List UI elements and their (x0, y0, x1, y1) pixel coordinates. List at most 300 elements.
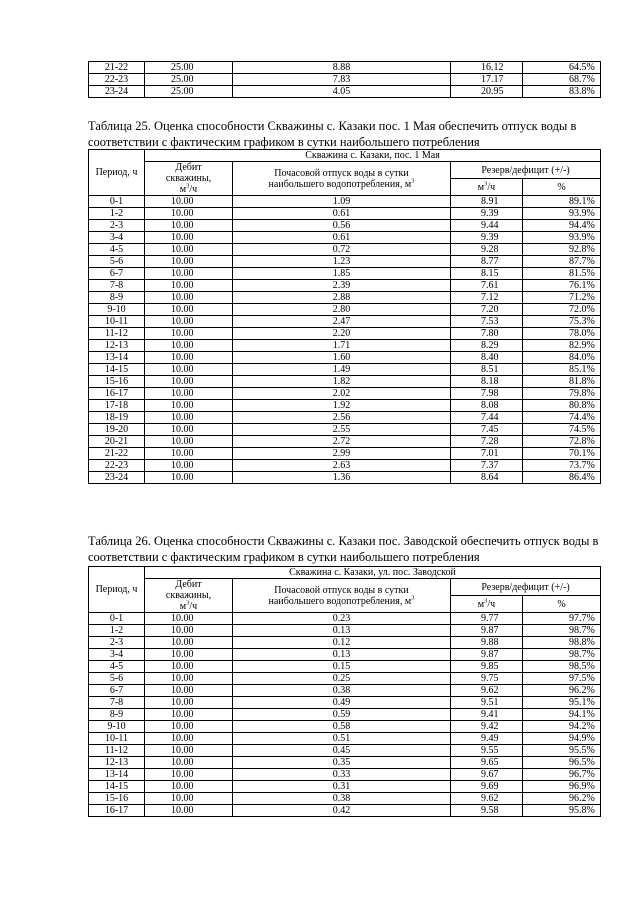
hourly-supply-cell: 0.72 (233, 244, 451, 256)
period-cell: 1-2 (89, 625, 145, 637)
table-row (89, 412, 601, 424)
reserve-m3h-cell: 9.62 (451, 685, 523, 697)
period-cell: 3-4 (89, 649, 145, 661)
reserve-pct-cell: 96.2% (523, 793, 601, 805)
table-row (89, 448, 601, 460)
debit-cell: 10.00 (145, 388, 233, 400)
reserve-m3h-cell: 9.87 (451, 649, 523, 661)
debit-cell: 10.00 (145, 472, 233, 484)
well-group-header: Скважина с. Казаки, пос. 1 Мая (145, 150, 601, 162)
hourly-header-line2: наибольшего водопотребления, м (268, 178, 412, 190)
reserve-pct-cell: 75.3% (523, 316, 601, 328)
reserve-pct-cell: 95.1% (523, 697, 601, 709)
reserve-pct-cell: 81.8% (523, 376, 601, 388)
hourly-supply-cell: 0.58 (233, 721, 451, 733)
reserve-pct-cell: 92.8% (523, 244, 601, 256)
hourly-header-sup: 3 (411, 594, 415, 602)
hourly-header-line1: Почасовой отпуск воды в сутки (274, 584, 409, 596)
reserve-m3h-cell: 7.28 (451, 436, 523, 448)
reserve-m3h-cell: 9.39 (451, 232, 523, 244)
period-cell: 11-12 (89, 328, 145, 340)
debit-cell: 10.00 (145, 733, 233, 745)
table-row (89, 62, 601, 74)
hourly-supply-cell: 2.55 (233, 424, 451, 436)
hourly-supply-cell: 0.51 (233, 733, 451, 745)
period-cell: 23-24 (89, 472, 145, 484)
unit-m3h-sup: 3 (484, 597, 488, 605)
reserve-pct-cell: 98.5% (523, 661, 601, 673)
reserve-pct-cell: 97.7% (523, 613, 601, 625)
hourly-supply-cell: 0.38 (233, 793, 451, 805)
debit-cell: 10.00 (145, 805, 233, 817)
table-row (89, 649, 601, 661)
hourly-supply-cell: 1.09 (233, 196, 451, 208)
table-row (89, 424, 601, 436)
debit-cell: 10.00 (145, 208, 233, 220)
reserve-m3h-cell: 8.08 (451, 400, 523, 412)
reserve-pct-cell: 80.8% (523, 400, 601, 412)
period-cell: 14-15 (89, 781, 145, 793)
reserve-pct-cell: 94.1% (523, 709, 601, 721)
debit-cell: 10.00 (145, 280, 233, 292)
debit-cell: 10.00 (145, 613, 233, 625)
hourly-supply-cell: 0.38 (233, 685, 451, 697)
table-row (89, 685, 601, 697)
period-cell: 16-17 (89, 805, 145, 817)
reserve-m3h-cell: 9.67 (451, 769, 523, 781)
table-row (89, 697, 601, 709)
table-row (89, 781, 601, 793)
period-cell: 19-20 (89, 424, 145, 436)
debit-cell: 10.00 (145, 781, 233, 793)
debit-cell: 10.00 (145, 757, 233, 769)
reserve-pct-cell: 93.9% (523, 232, 601, 244)
hourly-supply-cell: 1.36 (233, 472, 451, 484)
reserve-pct-cell: 98.7% (523, 649, 601, 661)
table-row (89, 340, 601, 352)
period-cell: 12-13 (89, 757, 145, 769)
table25-caption: Таблица 25. Оценка способности Скважины с. Казаки пос. 1 Мая обеспечить отпуск воды в соответствии с фактическим графиком в сутки наибольшего потребления (88, 119, 577, 149)
reserve-m3h-cell: 9.65 (451, 757, 523, 769)
hourly-supply-cell: 1.71 (233, 340, 451, 352)
table-row (89, 472, 601, 484)
table-row (89, 86, 601, 98)
table25-body (89, 196, 601, 484)
debit-cell: 10.00 (145, 685, 233, 697)
period-cell: 23-24 (89, 86, 145, 98)
table-row (89, 436, 601, 448)
hourly-supply-cell: 0.13 (233, 649, 451, 661)
table-row (89, 268, 601, 280)
hourly-supply-cell: 2.88 (233, 292, 451, 304)
period-cell: 15-16 (89, 376, 145, 388)
period-cell: 14-15 (89, 364, 145, 376)
table26-caption: Таблица 26. Оценка способности Скважины с. Казаки пос. Заводской обеспечить отпуск воды в соответствии с фактическим графиком в сутки наибольшего потребления (88, 534, 599, 564)
reserve-pct-cell: 97.5% (523, 673, 601, 685)
table-row (89, 709, 601, 721)
reserve-m3h-cell: 9.62 (451, 793, 523, 805)
reserve-m3h-cell: 7.45 (451, 424, 523, 436)
hourly-supply-cell: 0.42 (233, 805, 451, 817)
debit-unit-sup: 3 (186, 182, 190, 190)
table-row (89, 460, 601, 472)
unit-m3h-sup: 3 (484, 180, 488, 188)
period-cell: 1-2 (89, 208, 145, 220)
debit-unit: м (179, 184, 187, 195)
reserve-m3h-cell: 9.85 (451, 661, 523, 673)
reserve-m3h-cell: 9.28 (451, 244, 523, 256)
table-row (89, 733, 601, 745)
reserve-header: Резерв/дефицит (+/-) (451, 162, 601, 179)
reserve-m3h-cell: 7.98 (451, 388, 523, 400)
table-continuation (88, 61, 601, 98)
debit-unit-tail: /ч (189, 184, 198, 195)
period-cell: 22-23 (89, 74, 145, 86)
reserve-m3h-cell: 8.51 (451, 364, 523, 376)
period-cell: 4-5 (89, 661, 145, 673)
reserve-pct-cell: 95.8% (523, 805, 601, 817)
debit-cell: 10.00 (145, 424, 233, 436)
period-cell: 8-9 (89, 709, 145, 721)
table26 (88, 566, 601, 817)
hourly-header (233, 579, 451, 613)
period-cell: 7-8 (89, 697, 145, 709)
hourly-supply-cell: 0.35 (233, 757, 451, 769)
debit-unit: м (179, 601, 187, 612)
hourly-supply-cell: 2.39 (233, 280, 451, 292)
reserve-m3h-cell: 7.20 (451, 304, 523, 316)
table-row (89, 328, 601, 340)
reserve-header: Резерв/дефицит (+/-) (451, 579, 601, 596)
hourly-header-line1: Почасовой отпуск воды в сутки (274, 167, 409, 179)
reserve-pct-cell: 84.0% (523, 352, 601, 364)
reserve-m3h-cell: 7.12 (451, 292, 523, 304)
hourly-supply-cell: 0.61 (233, 208, 451, 220)
hourly-supply-cell: 2.99 (233, 448, 451, 460)
reserve-pct-cell: 74.5% (523, 424, 601, 436)
period-cell: 15-16 (89, 793, 145, 805)
table-row (89, 244, 601, 256)
table-row (89, 400, 601, 412)
reserve-pct-cell: 82.9% (523, 340, 601, 352)
reserve-pct-cell: 85.1% (523, 364, 601, 376)
reserve-m3h-cell: 9.42 (451, 721, 523, 733)
table-row (89, 364, 601, 376)
reserve-pct-cell: 98.8% (523, 637, 601, 649)
debit-cell: 10.00 (145, 661, 233, 673)
period-cell: 10-11 (89, 316, 145, 328)
period-cell: 3-4 (89, 232, 145, 244)
period-cell: 20-21 (89, 436, 145, 448)
reserve-pct-cell: 94.4% (523, 220, 601, 232)
table-row (89, 757, 601, 769)
reserve-pct-cell: 93.9% (523, 208, 601, 220)
reserve-pct-cell: 68.7% (523, 74, 601, 86)
debit-cell: 10.00 (145, 352, 233, 364)
reserve-pct-cell: 79.8% (523, 388, 601, 400)
reserve-pct-cell: 72.0% (523, 304, 601, 316)
table-row (89, 74, 601, 86)
reserve-m3h-cell: 8.40 (451, 352, 523, 364)
table-row (89, 613, 601, 625)
reserve-m3h-cell: 9.58 (451, 805, 523, 817)
unit-m3h-tail: /ч (487, 598, 496, 610)
debit-cell: 10.00 (145, 304, 233, 316)
hourly-supply-cell: 1.82 (233, 376, 451, 388)
debit-cell: 10.00 (145, 448, 233, 460)
debit-header (145, 162, 233, 196)
period-cell: 5-6 (89, 673, 145, 685)
debit-cell: 10.00 (145, 412, 233, 424)
table-row (89, 805, 601, 817)
reserve-pct-cell: 96.7% (523, 769, 601, 781)
reserve-m3h-cell: 7.53 (451, 316, 523, 328)
reserve-pct-cell: 94.9% (523, 733, 601, 745)
reserve-pct-cell: 78.0% (523, 328, 601, 340)
period-cell: 21-22 (89, 448, 145, 460)
reserve-m3h-cell: 9.51 (451, 697, 523, 709)
debit-cell: 10.00 (145, 673, 233, 685)
period-cell: 6-7 (89, 268, 145, 280)
reserve-m3h-cell: 9.55 (451, 745, 523, 757)
debit-header-line1: Дебит (175, 162, 202, 173)
reserve-pct-cell: 81.5% (523, 268, 601, 280)
unit-m3h: м (477, 181, 485, 193)
reserve-m3h-cell: 8.15 (451, 268, 523, 280)
table-row (89, 721, 601, 733)
unit-pct-header: % (523, 596, 601, 613)
debit-cell: 10.00 (145, 436, 233, 448)
table-continuation-body (89, 62, 601, 98)
reserve-m3h-cell: 20.95 (451, 86, 523, 98)
hourly-supply-cell: 0.33 (233, 769, 451, 781)
period-cell: 21-22 (89, 62, 145, 74)
debit-cell: 10.00 (145, 769, 233, 781)
unit-pct-header: % (523, 179, 601, 196)
hourly-supply-cell: 0.12 (233, 637, 451, 649)
hourly-header (233, 162, 451, 196)
reserve-m3h-cell: 8.77 (451, 256, 523, 268)
period-cell: 0-1 (89, 613, 145, 625)
period-cell: 22-23 (89, 460, 145, 472)
debit-cell: 10.00 (145, 244, 233, 256)
debit-cell: 25.00 (145, 74, 233, 86)
table-row (89, 280, 601, 292)
period-cell: 13-14 (89, 352, 145, 364)
table-row (89, 769, 601, 781)
hourly-supply-cell: 2.02 (233, 388, 451, 400)
hourly-supply-cell: 7.83 (233, 74, 451, 86)
reserve-pct-cell: 95.5% (523, 745, 601, 757)
table25-header (89, 150, 601, 196)
reserve-pct-cell: 72.8% (523, 436, 601, 448)
reserve-pct-cell: 96.2% (523, 685, 601, 697)
unit-m3h: м (477, 598, 485, 610)
reserve-m3h-cell: 9.75 (451, 673, 523, 685)
debit-cell: 10.00 (145, 196, 233, 208)
reserve-pct-cell: 76.1% (523, 280, 601, 292)
debit-cell: 10.00 (145, 268, 233, 280)
period-cell: 2-3 (89, 637, 145, 649)
reserve-m3h-cell: 8.18 (451, 376, 523, 388)
reserve-m3h-cell: 16.12 (451, 62, 523, 74)
debit-cell: 10.00 (145, 292, 233, 304)
period-cell: 18-19 (89, 412, 145, 424)
debit-header-line1: Дебит (175, 579, 202, 590)
reserve-m3h-cell: 8.29 (451, 340, 523, 352)
period-cell: 2-3 (89, 220, 145, 232)
table-row (89, 208, 601, 220)
reserve-m3h-cell: 7.61 (451, 280, 523, 292)
reserve-pct-cell: 94.2% (523, 721, 601, 733)
table-row (89, 625, 601, 637)
debit-header (145, 579, 233, 613)
debit-cell: 25.00 (145, 62, 233, 74)
table-row (89, 220, 601, 232)
hourly-supply-cell: 0.45 (233, 745, 451, 757)
table-row (89, 661, 601, 673)
hourly-supply-cell: 0.56 (233, 220, 451, 232)
period-cell: 12-13 (89, 340, 145, 352)
debit-header-line2: скважины, (165, 173, 212, 184)
reserve-m3h-cell: 7.01 (451, 448, 523, 460)
period-cell: 11-12 (89, 745, 145, 757)
debit-cell: 10.00 (145, 649, 233, 661)
reserve-pct-cell: 73.7% (523, 460, 601, 472)
hourly-supply-cell: 0.61 (233, 232, 451, 244)
debit-cell: 10.00 (145, 340, 233, 352)
table-row (89, 256, 601, 268)
reserve-pct-cell: 89.1% (523, 196, 601, 208)
table-row (89, 352, 601, 364)
debit-unit-sup: 3 (186, 599, 190, 607)
hourly-supply-cell: 0.25 (233, 673, 451, 685)
reserve-m3h-cell: 7.44 (451, 412, 523, 424)
table25 (88, 149, 601, 484)
reserve-m3h-cell: 9.44 (451, 220, 523, 232)
hourly-supply-cell: 0.49 (233, 697, 451, 709)
hourly-supply-cell: 4.05 (233, 86, 451, 98)
period-cell: 0-1 (89, 196, 145, 208)
period-cell: 9-10 (89, 304, 145, 316)
hourly-supply-cell: 2.20 (233, 328, 451, 340)
hourly-supply-cell: 0.13 (233, 625, 451, 637)
hourly-supply-cell: 2.47 (233, 316, 451, 328)
debit-cell: 10.00 (145, 721, 233, 733)
reserve-m3h-cell: 9.69 (451, 781, 523, 793)
reserve-m3h-cell: 17.17 (451, 74, 523, 86)
hourly-supply-cell: 2.56 (233, 412, 451, 424)
period-cell: 7-8 (89, 280, 145, 292)
hourly-header-sup: 3 (411, 177, 415, 185)
reserve-m3h-cell: 7.80 (451, 328, 523, 340)
debit-cell: 10.00 (145, 220, 233, 232)
hourly-supply-cell: 1.23 (233, 256, 451, 268)
hourly-supply-cell: 2.72 (233, 436, 451, 448)
reserve-pct-cell: 86.4% (523, 472, 601, 484)
table-row (89, 304, 601, 316)
reserve-m3h-cell: 9.77 (451, 613, 523, 625)
reserve-m3h-cell: 8.64 (451, 472, 523, 484)
table26-body (89, 613, 601, 817)
hourly-header-line2: наибольшего водопотребления, м (268, 595, 412, 607)
reserve-pct-cell: 83.8% (523, 86, 601, 98)
reserve-pct-cell: 98.7% (523, 625, 601, 637)
table-row (89, 292, 601, 304)
hourly-supply-cell: 0.23 (233, 613, 451, 625)
hourly-supply-cell: 0.15 (233, 661, 451, 673)
debit-cell: 25.00 (145, 86, 233, 98)
reserve-m3h-cell: 9.39 (451, 208, 523, 220)
period-header: Период, ч (89, 150, 145, 196)
period-header: Период, ч (89, 567, 145, 613)
unit-m3h-tail: /ч (487, 181, 496, 193)
debit-cell: 10.00 (145, 793, 233, 805)
hourly-supply-cell: 0.31 (233, 781, 451, 793)
reserve-pct-cell: 70.1% (523, 448, 601, 460)
debit-header-line2: скважины, (165, 590, 212, 601)
debit-cell: 10.00 (145, 232, 233, 244)
table-row (89, 388, 601, 400)
reserve-m3h-cell: 9.41 (451, 709, 523, 721)
hourly-supply-cell: 1.92 (233, 400, 451, 412)
table-row (89, 637, 601, 649)
debit-cell: 10.00 (145, 460, 233, 472)
debit-cell: 10.00 (145, 745, 233, 757)
debit-cell: 10.00 (145, 709, 233, 721)
hourly-supply-cell: 1.85 (233, 268, 451, 280)
debit-cell: 10.00 (145, 328, 233, 340)
reserve-pct-cell: 96.9% (523, 781, 601, 793)
period-cell: 10-11 (89, 733, 145, 745)
table26-header (89, 567, 601, 613)
unit-m3h-header (451, 596, 523, 613)
table-row (89, 232, 601, 244)
table-row (89, 745, 601, 757)
debit-cell: 10.00 (145, 400, 233, 412)
hourly-supply-cell: 2.63 (233, 460, 451, 472)
reserve-pct-cell: 87.7% (523, 256, 601, 268)
hourly-supply-cell: 1.60 (233, 352, 451, 364)
period-cell: 16-17 (89, 388, 145, 400)
debit-cell: 10.00 (145, 697, 233, 709)
reserve-pct-cell: 71.2% (523, 292, 601, 304)
period-cell: 9-10 (89, 721, 145, 733)
hourly-supply-cell: 1.49 (233, 364, 451, 376)
reserve-pct-cell: 96.5% (523, 757, 601, 769)
debit-cell: 10.00 (145, 364, 233, 376)
table-row (89, 316, 601, 328)
hourly-supply-cell: 2.80 (233, 304, 451, 316)
table-row (89, 673, 601, 685)
reserve-m3h-cell: 9.87 (451, 625, 523, 637)
reserve-pct-cell: 74.4% (523, 412, 601, 424)
debit-cell: 10.00 (145, 256, 233, 268)
reserve-m3h-cell: 8.91 (451, 196, 523, 208)
debit-cell: 10.00 (145, 316, 233, 328)
table-row (89, 376, 601, 388)
reserve-m3h-cell: 7.37 (451, 460, 523, 472)
period-cell: 17-18 (89, 400, 145, 412)
hourly-supply-cell: 8.88 (233, 62, 451, 74)
unit-m3h-header (451, 179, 523, 196)
reserve-m3h-cell: 9.49 (451, 733, 523, 745)
table-row (89, 196, 601, 208)
reserve-m3h-cell: 9.88 (451, 637, 523, 649)
table-row (89, 793, 601, 805)
well-group-header: Скважина с. Казаки, ул. пос. Заводской (145, 567, 601, 579)
period-cell: 8-9 (89, 292, 145, 304)
